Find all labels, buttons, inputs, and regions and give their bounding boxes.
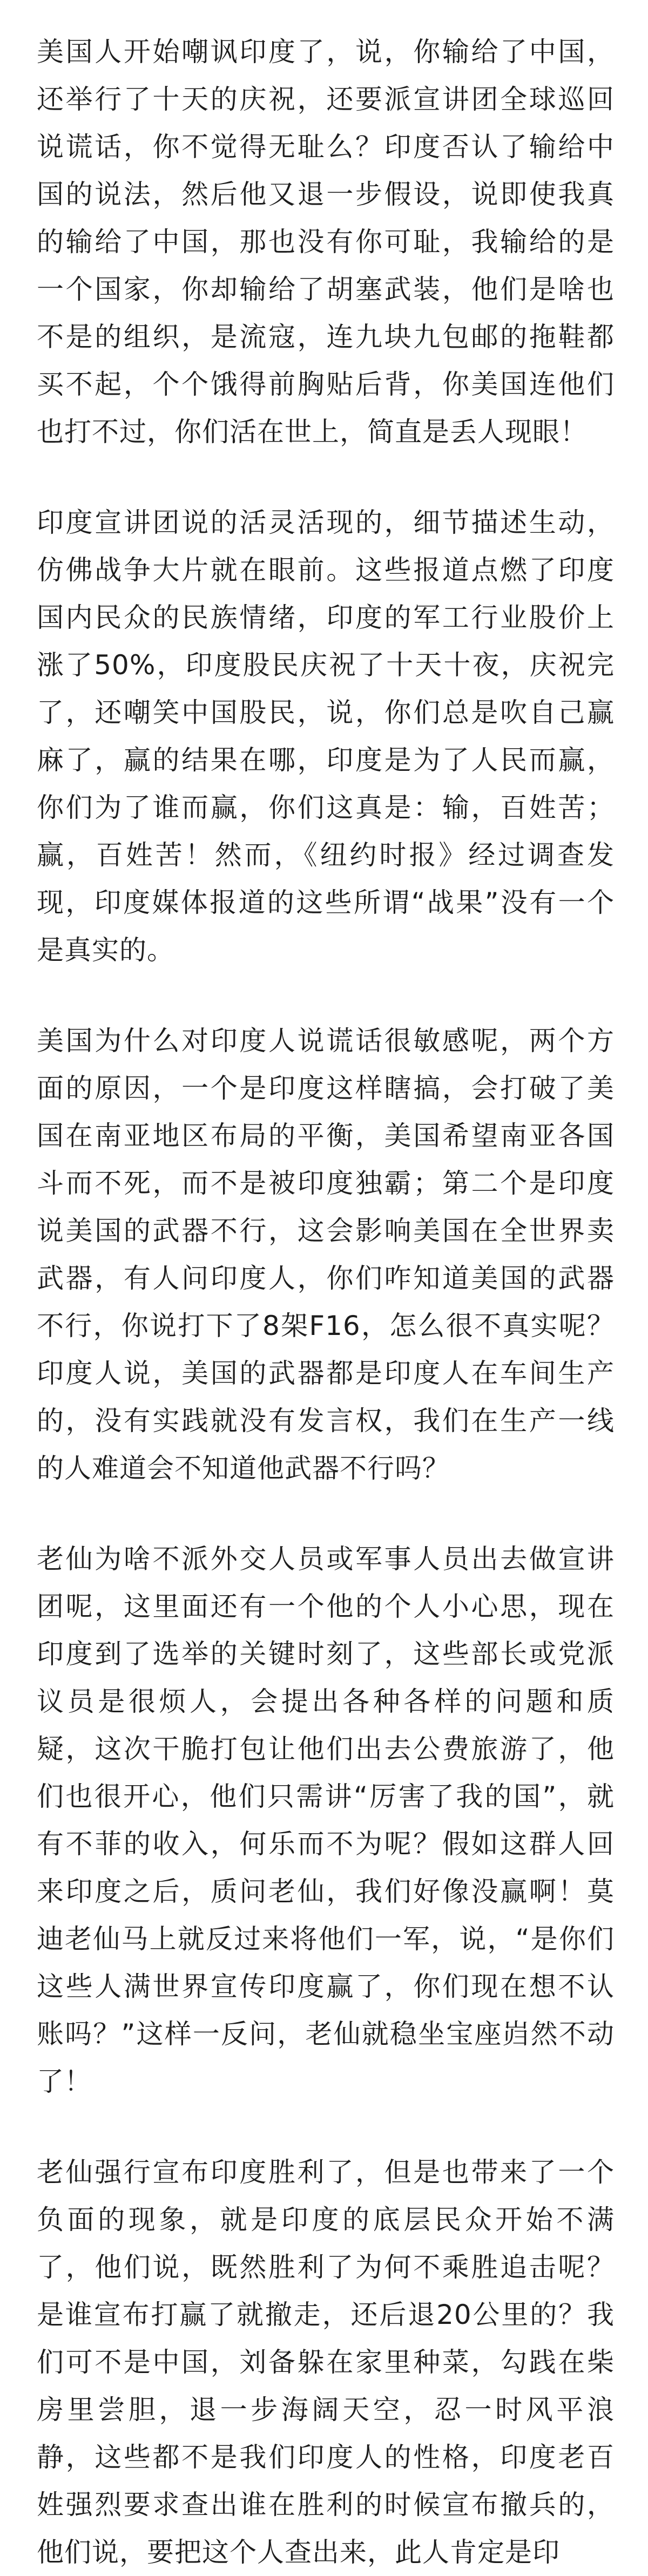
article-paragraph-5: 老仙强行宣布印度胜利了，但是也带来了一个负面的现象，就是印度的底层民众开始不满了，他们说，既然胜利了为何不乘胜追击呢？是谁宣布打赢了就撤走，还后退20公里的？我们可不是中国，刘备躲在家里种菜，勾践在柴房里尝胆，退一步海阔天空，忍一时风平浪静，这些都不是我们印度人的性格，印度老百姓强烈要求查出谁在胜利的时候宣布撤兵的，他们说，要把这个人查出来，此人肯定是印 bbox=[37, 2157, 615, 2568]
article-body bbox=[37, 28, 615, 2576]
article-paragraph-2: 印度宣讲团说的活灵活现的，细节描述生动，仿佛战争大片就在眼前。这些报道点燃了印度国内民众的民族情绪，印度的军工行业股价上涨了50%，印度股民庆祝了十天十夜，庆祝完了，还嘲笑中国股民，说，你们总是吹自己赢麻了，赢的结果在哪，印度是为了人民而赢，你们为了谁而赢，你们这真是：输，百姓苦；赢，百姓苦！然而，《纽约时报》经过调查发现，印度媒体报道的这些所谓“战果”没有一个是真实的。 bbox=[37, 507, 615, 966]
article-paragraph-4: 老仙为啥不派外交人员或军事人员出去做宣讲团呢，这里面还有一个他的个人小心思，现在印度到了选举的关键时刻了，这些部长或党派议员是很烦人，会提出各种各样的问题和质疑，这次干脆打包让他们出去公费旅游了，他们也很开心，他们只需讲“厉害了我的国”，就有不菲的收入，何乐而不为呢？假如这群人回来印度之后，质问老仙，我们好像没赢啊！莫迪老仙马上就反过来将他们一军，说，“是你们这些人满世界宣传印度赢了，你们现在想不认账吗？”这样一反问，老仙就稳坐宝座岿然不动了！ bbox=[37, 1543, 615, 2097]
article-paragraph-1: 美国人开始嘲讽印度了，说，你输给了中国，还举行了十天的庆祝，还要派宣讲团全球巡回说谎话，你不觉得无耻么？印度否认了输给中国的说法，然后他又退一步假设，说即使我真的输给了中国，那也没有你可耻，我输给的是一个国家，你却输给了胡塞武装，他们是啥也不是的组织，是流寇，连九块九包邮的拖鞋都买不起，个个饿得前胸贴后背，你美国连他们也打不过，你们活在世上，简直是丢人现眼！ bbox=[37, 36, 615, 448]
article-paragraph-3: 美国为什么对印度人说谎话很敏感呢，两个方面的原因，一个是印度这样瞎搞，会打破了美国在南亚地区布局的平衡，美国希望南亚各国斗而不死，而不是被印度独霸；第二个是印度说美国的武器不行，这会影响美国在全世界卖武器，有人问印度人，你们咋知道美国的武器不行，你说打下了8架F16，怎么很不真实呢？印度人说，美国的武器都是印度人在车间生产的，没有实践就没有发言权，我们在生产一线的人难道会不知道他武器不行吗？ bbox=[37, 1025, 615, 1484]
